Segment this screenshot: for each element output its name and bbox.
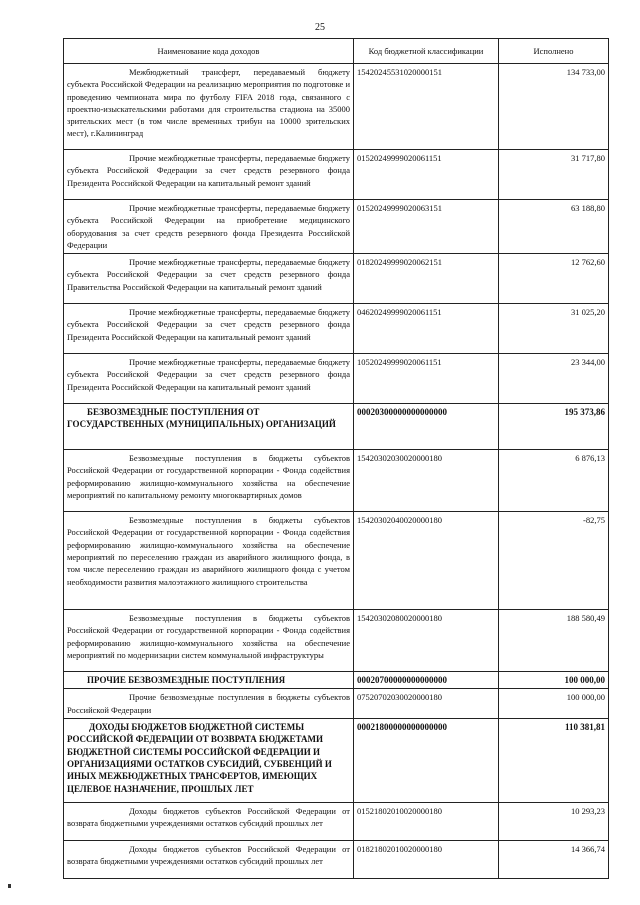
row-name: Прочие межбюджетные трансферты, передаваемые бюджету субъекта Российской Федерации за счет средств резервного фонда Президента Российской Федерации на капитальный ремонт зданий <box>64 354 354 404</box>
table-row <box>64 254 609 304</box>
row-name: Доходы бюджетов субъектов Российской Федерации от возврата бюджетными учреждениями остатков субсидий прошлых лет <box>64 803 354 841</box>
row-name: Прочие межбюджетные трансферты, передаваемые бюджету субъекта Российской Федерации за счет средств резервного фонда Правительства Российской Федерации на капитальный ремонт зданий <box>64 254 354 304</box>
row-amount: 188 580,49 <box>499 610 609 672</box>
table-row <box>64 354 609 404</box>
row-name: ПРОЧИЕ БЕЗВОЗМЕЗДНЫЕ ПОСТУПЛЕНИЯ <box>64 672 354 689</box>
row-code: 15420245531020000151 <box>354 64 499 150</box>
table-row <box>64 689 609 719</box>
row-name: Доходы бюджетов субъектов Российской Федерации от возврата бюджетными учреждениями остатков субсидий прошлых лет <box>64 841 354 879</box>
row-code: 01821802010020000180 <box>354 841 499 879</box>
column-header-code: Код бюджетной классификации <box>354 39 499 64</box>
row-amount: 110 381,81 <box>499 719 609 803</box>
row-amount: 100 000,00 <box>499 672 609 689</box>
table-row-section <box>64 719 609 803</box>
row-name: БЕЗВОЗМЕЗДНЫЕ ПОСТУПЛЕНИЯ ОТ ГОСУДАРСТВЕННЫХ (МУНИЦИПАЛЬНЫХ) ОРГАНИЗАЦИЙ <box>64 404 354 450</box>
table-row-section <box>64 672 609 689</box>
row-code: 10520249999020061151 <box>354 354 499 404</box>
row-code: 15420302040020000180 <box>354 512 499 610</box>
table-row <box>64 200 609 254</box>
row-code: 04620249999020061151 <box>354 304 499 354</box>
row-amount: 195 373,86 <box>499 404 609 450</box>
revenue-table <box>63 38 609 879</box>
row-amount: 134 733,00 <box>499 64 609 150</box>
table-row <box>64 841 609 879</box>
row-name: Прочие межбюджетные трансферты, передаваемые бюджету субъекта Российской Федерации на приобретение медицинского оборудования за счет средств резервного фонда Президента Российской Федерации <box>64 200 354 254</box>
row-code: 01820249999020062151 <box>354 254 499 304</box>
row-amount: 23 344,00 <box>499 354 609 404</box>
row-name: Прочие межбюджетные трансферты, передаваемые бюджету субъекта Российской Федерации за счет средств резервного фонда Президента Российской Федерации на капитальный ремонт зданий <box>64 150 354 200</box>
row-name: Межбюджетный трансферт, передаваемый бюджету субъекта Российской Федерации на реализацию мероприятия по подготовке и проведению чемпионата мира по футболу FIFA 2018 года, связанного с проектно-изыскательскими работами для строительства стадиона на 35000 зрительских мест (в том числе временных трибун на 10000 зрительских мест), г.Калининград <box>64 64 354 150</box>
row-amount: 31 717,80 <box>499 150 609 200</box>
row-amount: 31 025,20 <box>499 304 609 354</box>
row-code: 07520702030020000180 <box>354 689 499 719</box>
page-number: 25 <box>315 22 325 33</box>
row-code: 01520249999020063151 <box>354 200 499 254</box>
row-amount: 10 293,23 <box>499 803 609 841</box>
column-header-amount: Исполнено <box>499 39 609 64</box>
row-name: Безвозмездные поступления в бюджеты субъектов Российской Федерации от государственной корпорации - Фонда содействия реформированию жилищно-коммунального хозяйства на обеспечение мероприятий по модернизации систем коммунальной инфраструктуры <box>64 610 354 672</box>
row-amount: 14 366,74 <box>499 841 609 879</box>
row-name: Безвозмездные поступления в бюджеты субъектов Российской Федерации от государственной корпорации - Фонда содействия реформированию жилищно-коммунального хозяйства на обеспечение мероприятий по переселению граждан из аварийного жилищного фонда, в том числе переселению граждан из аварийного жилищного фонда с учетом необходимости развития малоэтажного жилищного строительства <box>64 512 354 610</box>
row-amount: 63 188,80 <box>499 200 609 254</box>
row-amount: -82,75 <box>499 512 609 610</box>
row-code: 15420302030020000180 <box>354 450 499 512</box>
table-row <box>64 803 609 841</box>
row-code: 01521802010020000180 <box>354 803 499 841</box>
row-code: 01520249999020061151 <box>354 150 499 200</box>
table-row <box>64 64 609 150</box>
row-name: ДОХОДЫ БЮДЖЕТОВ БЮДЖЕТНОЙ СИСТЕМЫ РОССИЙСКОЙ ФЕДЕРАЦИИ ОТ ВОЗВРАТА БЮДЖЕТАМИ БЮДЖЕТНОЙ СИСТЕМЫ РОССИЙСКОЙ ФЕДЕРАЦИИ И ОРГАНИЗАЦИЯМИ ОСТАТКОВ СУБСИДИЙ, СУБВЕНЦИЙ И ИНЫХ МЕЖБЮДЖЕТНЫХ ТРАНСФЕРТОВ, ИМЕЮЩИХ ЦЕЛЕВОЕ НАЗНАЧЕНИЕ, ПРОШЛЫХ ЛЕТ <box>64 719 354 803</box>
row-amount: 6 876,13 <box>499 450 609 512</box>
table-row <box>64 304 609 354</box>
table-header-row <box>64 39 609 64</box>
row-amount: 100 000,00 <box>499 689 609 719</box>
table-row <box>64 150 609 200</box>
row-code: 00020300000000000000 <box>354 404 499 450</box>
row-code: 15420302080020000180 <box>354 610 499 672</box>
row-code: 00020700000000000000 <box>354 672 499 689</box>
table-row <box>64 610 609 672</box>
table-row <box>64 450 609 512</box>
table-row-section <box>64 404 609 450</box>
row-name: Прочие межбюджетные трансферты, передаваемые бюджету субъекта Российской Федерации за счет средств резервного фонда Президента Российской Федерации на капитальный ремонт зданий <box>64 304 354 354</box>
row-name: Безвозмездные поступления в бюджеты субъектов Российской Федерации от государственной корпорации - Фонда содействия реформированию жилищно-коммунального хозяйства на обеспечение мероприятий по капитальному ремонту многоквартирных домов <box>64 450 354 512</box>
column-header-name: Наименование кода доходов <box>64 39 354 64</box>
row-amount: 12 762,60 <box>499 254 609 304</box>
row-code: 00021800000000000000 <box>354 719 499 803</box>
scan-edge-mark <box>8 884 11 888</box>
row-name: Прочие безвозмездные поступления в бюджеты субъектов Российской Федерации <box>64 689 354 719</box>
table-row <box>64 512 609 610</box>
